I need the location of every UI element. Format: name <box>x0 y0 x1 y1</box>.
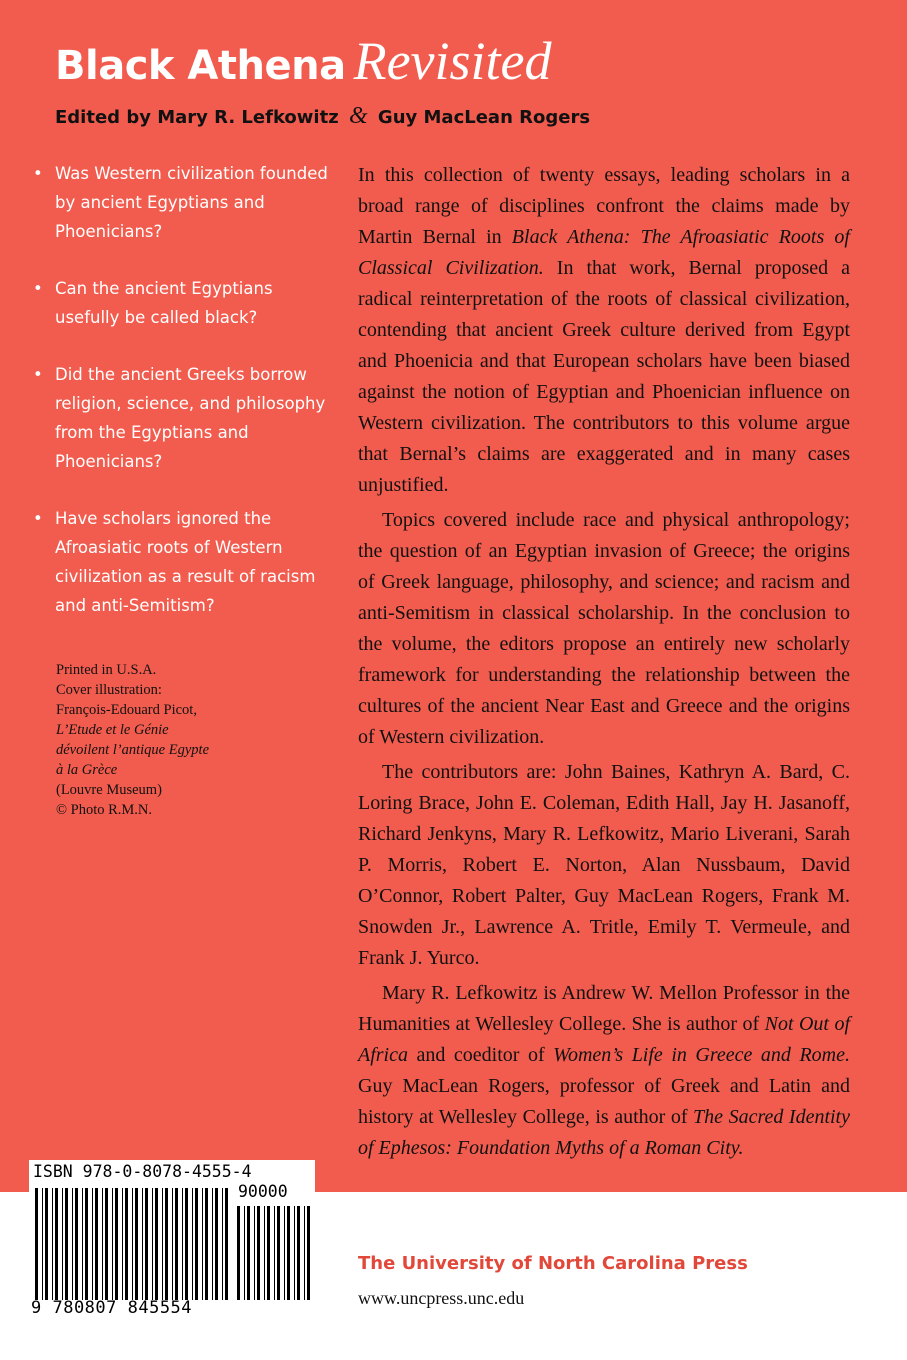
barcode-bar <box>247 1206 250 1300</box>
bullet-icon: • <box>33 164 43 183</box>
editors-line <box>55 103 590 130</box>
barcode-bar <box>175 1188 178 1300</box>
barcode-bar <box>244 1206 245 1300</box>
question-text: Have scholars ignored the Afroasiatic roots of Western civilization as a result of racism and anti-Semitism? <box>55 509 316 615</box>
artwork-title-line1: L’Etude et le Génie <box>56 722 169 738</box>
barcode-bar <box>135 1188 138 1300</box>
barcode-bar <box>297 1206 300 1300</box>
barcode-bar <box>145 1188 148 1300</box>
barcode-bar <box>142 1188 143 1300</box>
question-text: Was Western civilization founded by ancient Egyptians and Phoenicians? <box>55 164 328 241</box>
barcode-bar <box>202 1188 203 1300</box>
barcode-bar <box>237 1206 240 1300</box>
barcode-bar <box>95 1188 98 1300</box>
description-text: In this collection of twenty essays, leading scholars in a broad range of disciplines confront the claims made by Martin Bernal in <box>358 164 850 248</box>
barcode-bar <box>195 1188 198 1300</box>
artwork-title-line2: dévoilent l’antique Egypte <box>56 742 210 758</box>
title-main: Black Athena <box>55 43 346 89</box>
barcode-bar <box>212 1188 213 1300</box>
barcode-bar <box>215 1188 218 1300</box>
barcode-bar <box>277 1206 280 1300</box>
printed-line: Printed in U.S.A. <box>56 662 157 678</box>
barcode-bar <box>65 1188 68 1300</box>
book-title-ref: Not Out of Africa <box>358 1013 850 1066</box>
barcode-bar <box>72 1188 73 1300</box>
editor-first: Edited by Mary R. Lefkowitz <box>55 107 339 128</box>
barcode-bar <box>192 1188 193 1300</box>
barcode-bar <box>182 1188 183 1300</box>
barcode-bar <box>85 1188 88 1300</box>
barcode-bar <box>284 1206 285 1300</box>
artwork-title-line3: à la Grèce <box>56 762 118 778</box>
illustration-label: Cover illustration: <box>56 682 162 698</box>
barcode-number: 9 780807 845554 <box>31 1298 193 1318</box>
barcode-bar <box>132 1188 133 1300</box>
editor-second: Guy MacLean Rogers <box>377 107 591 128</box>
cover-credits <box>56 660 286 820</box>
barcode-bar <box>264 1206 265 1300</box>
barcode-bar <box>52 1188 53 1300</box>
isbn-label: ISBN 978-0-8078-4555-4 <box>33 1162 252 1181</box>
price-supplement: 90000 <box>238 1182 288 1201</box>
photo-credit: © Photo R.M.N. <box>56 802 153 818</box>
publisher-website[interactable]: www.uncpress.unc.edu <box>358 1288 525 1308</box>
authors-paragraph <box>358 978 850 1164</box>
barcode-bar <box>162 1188 163 1300</box>
barcode-bar <box>304 1206 305 1300</box>
artist-name: François-Edouard Picot, <box>56 702 197 718</box>
ampersand: & <box>348 103 368 129</box>
description-paragraph-2: Topics covered include race and physical anthropology; the question of an Egyptian invasion of Greece; the origins of Greek language, philosophy, and science; and racism and anti-Semitism in classical scholarship. In the conclusion to the volume, the editors propose an entirely new scholarly framework for understanding the relationship between the cultures of the ancient Near East and Greece and the origins of Western civilization. <box>358 509 850 748</box>
book-description <box>358 160 850 1164</box>
question-item <box>30 504 330 620</box>
question-text: Can the ancient Egyptians usefully be called black? <box>55 279 273 327</box>
barcode-bar <box>82 1188 83 1300</box>
barcode-bar <box>62 1188 63 1300</box>
barcode-bar <box>205 1188 208 1300</box>
barcode-bar <box>102 1188 103 1300</box>
description-text: Mary R. Lefkowitz is Andrew W. Mellon Professor in the Humanities at Wellesley College. She is author of <box>358 982 850 1035</box>
barcode-bar <box>112 1188 113 1300</box>
question-item <box>30 159 330 246</box>
barcode-bar <box>122 1188 123 1300</box>
barcode-bar <box>125 1188 128 1300</box>
barcode-bar <box>172 1188 173 1300</box>
barcode-bar <box>294 1206 295 1300</box>
question-list <box>30 159 330 648</box>
barcode-bar <box>274 1206 275 1300</box>
barcode-bar <box>35 1188 38 1300</box>
barcode-bar <box>105 1188 108 1300</box>
barcode-bar <box>185 1188 188 1300</box>
book-title <box>55 30 552 92</box>
barcode-bar <box>92 1188 93 1300</box>
book-title-ref: Black Athena: The Afroasiatic Roots of Classical Civilization. <box>358 226 850 279</box>
museum-line: (Louvre Museum) <box>56 782 162 798</box>
publisher-name: The University of North Carolina Press <box>358 1253 748 1274</box>
contributors-paragraph: The contributors are: John Baines, Kathryn A. Bard, C. Loring Brace, John E. Coleman, Edith Hall, Jay H. Jasanoff, Richard Jenkyns, Mary R. Lefkowitz, Mario Liverani, Sarah P. Morris, Robert E. Norton, Alan Nussbaum, David O’Connor, Robert Palter, Guy MacLean Rogers, Frank M. Snowden Jr., Lawrence A. Tritle, Emily T. Vermeule, and Frank J. Yurco. <box>358 761 850 969</box>
book-title-ref: Women’s Life in Greece and Rome. <box>553 1044 850 1066</box>
barcode-bar <box>225 1188 228 1300</box>
barcode-bar <box>115 1188 118 1300</box>
barcode-bar <box>287 1206 290 1300</box>
barcode-bar <box>254 1206 255 1300</box>
description-text: and coeditor of <box>408 1044 554 1066</box>
description-paragraph-1 <box>358 160 850 501</box>
barcode-bar <box>42 1188 43 1300</box>
barcode-bar <box>222 1188 223 1300</box>
question-item <box>30 360 330 476</box>
barcode-bar <box>152 1188 153 1300</box>
bullet-icon: • <box>33 365 43 384</box>
description-text: Guy MacLean Rogers, professor of Greek and Latin and history at Wellesley College, is author of <box>358 1075 850 1128</box>
barcode-bar <box>307 1206 310 1300</box>
barcode-bar <box>75 1188 78 1300</box>
question-text: Did the ancient Greeks borrow religion, science, and philosophy from the Egyptians and Phoenicians? <box>55 365 326 471</box>
bullet-icon: • <box>33 279 43 298</box>
isbn-barcode <box>29 1160 315 1330</box>
barcode-bar <box>55 1188 58 1300</box>
bullet-icon: • <box>33 509 43 528</box>
title-script: Revisited <box>353 31 552 91</box>
book-title-ref: The Sacred Identity of Ephesos: Foundation Myths of a Roman City. <box>358 1106 850 1159</box>
barcode-bar <box>45 1188 48 1300</box>
question-item <box>30 274 330 332</box>
barcode-bar <box>257 1206 260 1300</box>
barcode-bar <box>165 1188 168 1300</box>
barcode-bar <box>155 1188 158 1300</box>
barcode-bar <box>267 1206 270 1300</box>
description-text: In that work, Bernal proposed a radical reinterpretation of the roots of classical civilization, contending that ancient Greek culture derived from Egypt and Phoenicia and that European scholars have been biased against the notion of Egyptian and Phoenician influence on Western civilization. The contributors to this volume argue that Bernal’s claims are exaggerated and in many cases unjustified. <box>358 257 851 496</box>
